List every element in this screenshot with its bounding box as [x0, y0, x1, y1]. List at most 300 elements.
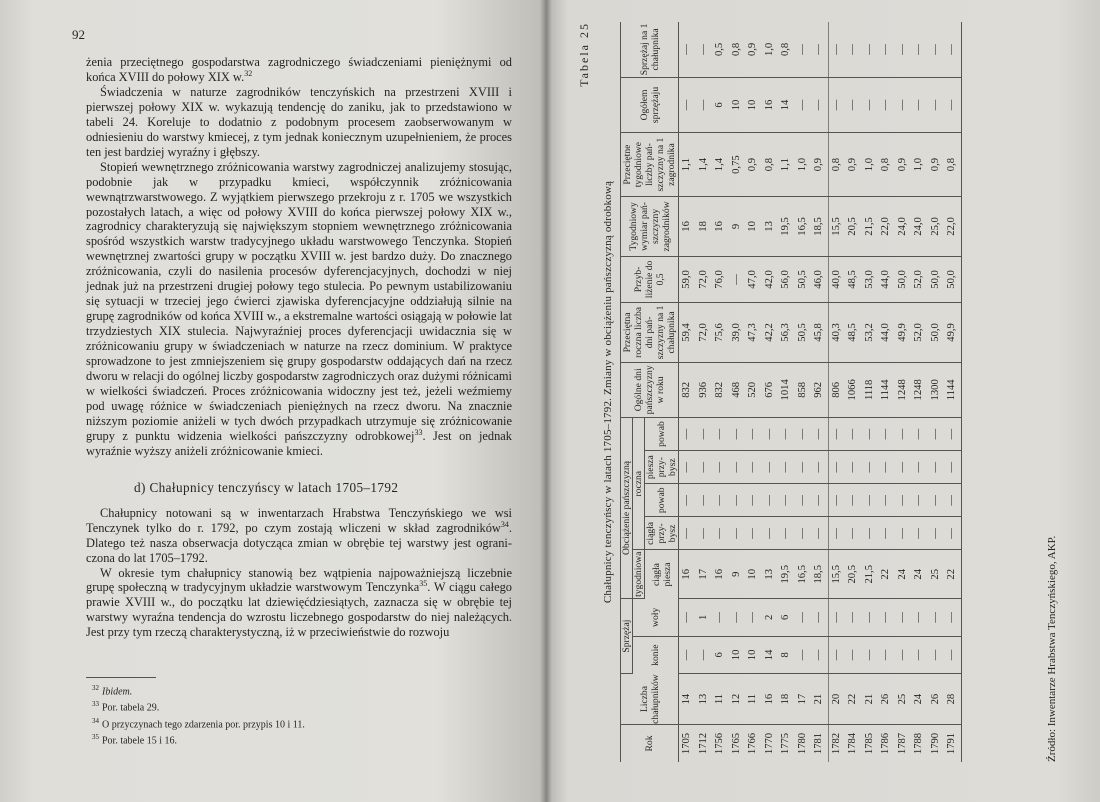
table-cell: 21,5 [862, 197, 879, 257]
table-cell: — [679, 517, 696, 550]
table-cell: 26 [928, 674, 945, 725]
table-cell: — [745, 417, 762, 450]
table-cell: — [895, 636, 912, 674]
table-cell: 48,5 [845, 256, 862, 302]
table-cell: 1780 [796, 732, 808, 755]
table-cell: 676 [762, 362, 779, 417]
footnotes [92, 682, 452, 747]
table-cell: 0,8 [944, 133, 961, 197]
table-cell: — [928, 636, 945, 674]
header-piesza-tygodniowa: piesza [661, 562, 673, 587]
table-cell: 1787 [896, 732, 908, 755]
table-cell: 56,3 [778, 303, 795, 363]
table-cell: 1782 [828, 724, 845, 762]
table-cell: 1,4 [696, 133, 713, 197]
table-cell: — [679, 417, 696, 450]
table-cell: 49,9 [895, 303, 912, 363]
table-cell: — [679, 451, 696, 484]
table-cell: — [911, 417, 928, 450]
table-cell: — [712, 484, 729, 517]
table-cell: — [944, 636, 961, 674]
table-cell: 858 [795, 362, 812, 417]
table-cell: 962 [811, 362, 828, 417]
table-cell: 10 [745, 550, 762, 599]
footnote-text: Ibidem. [102, 686, 133, 698]
table-cell: — [862, 517, 879, 550]
table-cell: — [828, 22, 845, 77]
table-cell: 22,0 [878, 197, 895, 257]
table-cell: — [778, 517, 795, 550]
table-cell: 6 [712, 636, 729, 674]
table-cell: 11 [712, 674, 729, 725]
table-cell: — [696, 77, 713, 132]
table-cell: 9 [729, 197, 746, 257]
table-cell: — [878, 599, 895, 637]
table-cell: 13 [762, 197, 779, 257]
table-cell: — [729, 417, 746, 450]
body-paragraph [86, 85, 512, 160]
footnote-number: 32 [92, 684, 99, 692]
table-cell: — [828, 451, 845, 484]
table-cell: 40,3 [828, 303, 845, 363]
table-cell: — [811, 636, 828, 674]
body-paragraph [86, 160, 512, 459]
book-gutter [540, 0, 552, 802]
table-cell: — [745, 451, 762, 484]
table-cell: 59,4 [679, 303, 696, 363]
footnote-ref: 33 [414, 427, 423, 437]
header-ciagla-roczna: ciągła [645, 521, 656, 545]
table-cell: — [878, 636, 895, 674]
table-cell: 0,9 [895, 133, 912, 197]
header-przybysz: przybysz [656, 523, 678, 544]
table-cell: — [795, 417, 812, 450]
table-cell: 14 [762, 636, 779, 674]
table-cell: 0,9 [845, 133, 862, 197]
table-cell: 72,0 [696, 256, 713, 302]
table-cell: 1066 [845, 362, 862, 417]
table-cell: — [762, 517, 779, 550]
header-sprzezaj: Sprzężaj [621, 599, 633, 674]
table-cell: 10 [745, 636, 762, 674]
table-cell: 19,5 [778, 197, 795, 257]
table-cell: 832 [679, 362, 696, 417]
table-cell: 0,9 [745, 133, 762, 197]
paragraph-text-continued: . Jest on jednak wyraźnie wyższy aniżeli zróżnicowanie kmieci. [86, 428, 512, 458]
table-cell: 56,0 [778, 256, 795, 302]
table-cell: — [928, 417, 945, 450]
table-cell: 0,9 [811, 133, 828, 197]
table-cell: 42,0 [762, 256, 779, 302]
table-cell: — [895, 517, 912, 550]
table-cell: 1784 [847, 732, 858, 755]
table-cell: — [862, 636, 879, 674]
table-cell: 72,0 [696, 303, 713, 363]
table-cell: — [696, 636, 713, 674]
footnote [92, 698, 452, 714]
table-cell: — [778, 451, 795, 484]
footnote-text: Por. tabela 29. [102, 702, 160, 714]
table-cell: — [729, 484, 746, 517]
table-cell: 21 [811, 674, 828, 725]
table-cell: — [811, 22, 828, 77]
header-ogolem-sprzezaju: Ogółem sprzężaju [621, 77, 679, 132]
table-cell: — [878, 417, 895, 450]
table-cell: — [696, 417, 713, 450]
header-tygodniowy-wymiar: Tygodniowy wymiar pańszczyzny zagrodników [621, 197, 679, 257]
table-cell: 936 [696, 362, 713, 417]
table-cell: 832 [712, 362, 729, 417]
section-heading: d) Chałupnicy tenczyńscy w latach 1705–1792 [134, 479, 399, 495]
table-cell: 1791 [944, 724, 961, 762]
table-cell: — [911, 77, 928, 132]
table-cell: — [862, 77, 879, 132]
table-cell: — [679, 77, 696, 132]
table-cell: — [911, 599, 928, 637]
table-cell: 47,3 [745, 303, 762, 363]
table-cell: 46,0 [811, 256, 828, 302]
table-cell: — [778, 484, 795, 517]
table-cell: — [895, 77, 912, 132]
table-cell: 1788 [913, 732, 924, 755]
table-cell: 39,0 [729, 303, 746, 363]
table-cell: 16,5 [795, 197, 812, 257]
table-cell: 1300 [928, 362, 945, 417]
table-cell: — [845, 636, 862, 674]
table-cell: 42,2 [762, 303, 779, 363]
table-cell: 44,0 [878, 256, 895, 302]
table-cell: 806 [828, 362, 845, 417]
table-cell: 9 [729, 550, 746, 599]
paragraph-text: żenia przeciętnego gospodarstwa zagrodniczego świadczeniami pieniężnymi od końca XVIII do połowy XIX w. [86, 55, 512, 84]
table-cell: 16 [762, 674, 779, 725]
table-cell: 16,5 [795, 550, 812, 599]
right-page [546, 0, 1100, 802]
table-cell: 18 [778, 674, 795, 725]
table-cell: — [795, 517, 812, 550]
table-cell: 18,5 [811, 550, 828, 599]
paragraph-text-continued: . Dlatego też nasza obserwacja dotycząca zmian w obrębie tej warstwy jest ograniczona do lat 1705–1792. [86, 520, 512, 565]
table-cell: 50,5 [795, 303, 812, 363]
table-cell: — [862, 22, 879, 77]
table-cell: 24 [911, 674, 928, 725]
header-przyblizenie: Przybliżenie do 0,5 [621, 256, 679, 302]
table-cell: 26 [878, 674, 895, 725]
table-cell: 1712 [697, 732, 709, 755]
table-cell: 19,5 [778, 550, 795, 599]
header-przecietne-tygodniowe: Przeciętne tygodniowe liczby pańszczyzny na 1 zagrodnika [621, 133, 679, 197]
table-cell: — [795, 451, 812, 484]
table-cell: 24,0 [911, 197, 928, 257]
table-cell: 0,5 [712, 22, 729, 77]
table-cell: 50,0 [895, 256, 912, 302]
table-cell: 1770 [763, 732, 775, 755]
table-cell: — [878, 451, 895, 484]
table-cell: — [762, 417, 779, 450]
table-cell: 1,0 [762, 22, 779, 77]
table-cell: 1144 [944, 362, 961, 417]
table-cell: 1,1 [679, 133, 696, 197]
table-cell: 75,6 [712, 303, 729, 363]
footnote-text: Por. tabele 15 i 16. [102, 735, 177, 747]
table-cell: 1765 [730, 732, 742, 755]
footnote-ref: 34 [500, 519, 509, 529]
table-cell: — [795, 636, 812, 674]
table-cell: — [895, 451, 912, 484]
table-cell: 0,8 [878, 133, 895, 197]
table-cell: 1,1 [778, 133, 795, 197]
table-cell: 0,8 [828, 133, 845, 197]
footnote-number: 34 [92, 716, 99, 725]
table-cell: — [944, 517, 961, 550]
table-cell: — [778, 417, 795, 450]
body-paragraph [86, 506, 512, 566]
table-cell: 6 [778, 599, 795, 637]
table-cell: 10 [729, 636, 746, 674]
table-cell: 44,0 [878, 303, 895, 363]
table-cell: 53,2 [862, 303, 879, 363]
table-cell: 17 [795, 674, 812, 725]
table-cell: 16 [762, 77, 779, 132]
table-cell: 10 [729, 77, 746, 132]
header-ciagla-tygodniowa: ciągła [650, 563, 662, 586]
body-paragraph [86, 55, 512, 85]
table-cell: — [712, 599, 729, 637]
table-cell: 1790 [929, 732, 941, 755]
table-cell: 49,9 [944, 303, 961, 363]
table-cell: 52,0 [911, 256, 928, 302]
table-cell: 50,5 [795, 256, 812, 302]
table-source-note: Źródło: Inwentarze Hrabstwa Tenczyńskiego, AKP. [1046, 535, 1058, 762]
table-cell: 1 [696, 599, 713, 637]
table-cell: — [828, 599, 845, 637]
table-cell: 1014 [778, 362, 795, 417]
table-cell: 1248 [911, 362, 928, 417]
table-cell: — [878, 484, 895, 517]
table-cell: 53,0 [862, 256, 879, 302]
table-cell: — [944, 22, 961, 77]
paragraph-text: Stopień wewnętrznego zróżnicowania warstwy zagrodniczej analizujemy stosując, podobnie jak w przypadku kmieci, współczynnik zróżnicowania wewnątrzwarstwowego. Z wyjątkiem pierwszego przekroju z r. 1705 we wszystkich pozostałych latach, a więc od połowy XVIII do końca pierwszej połowy XIX w., zagrodnicy charakteryzują się największym stopniem wewnętrznego zróżnicowania spośród wszystkich warstw tradycyjnego układu warstwowego Tenczynka. Stopień wewnętrznej zwartości grupy w początku XVIII w. jest bardzo duży. Do znacznego zróżnicowania, czyli do nasilenia procesów dyferencjacyjnych, dochodzi w niej jednak już na przestrzeni drugiej połowy tego stulecia. Po pewnym ustabilizowaniu się sytuacji w trzeciej jego ćwierci zjawiska dyferencjacyjne oddziałują silnie na grupę zagrodników od końca XVIII w., a ekstremalne wartości osiągają w połowie lat trzydziestych XIX stulecia. Najwyraźniej proces dyferencjacji uwidacznia się w zróżnicowaniu grupy w świadczeniach w naturze na rzecz dominium. W praktyce sprowadzone to jest zmniejszeniem się grupy gospodarstw oddających dań na rzecz dworu w relacji do ogólnej liczby gospodarstw zagrodniczych oraz dużymi różnicami w wielkości świadczeń. Proces zróżnicowania widoczny jest też, jeżeli weźmiemy pod uwagę różnice w świadczeniach pieniężnych na rzecz dworu. Na znacznie niższym poziomie aniżeli w tych dwóch przypadkach utrzymuje się zróżnicowanie grupy z punktu widzenia wielkości pańszczyzny odrobkowej [86, 159, 512, 443]
table-cell: 1144 [878, 362, 895, 417]
table-cell: 14 [679, 674, 696, 725]
table-cell: 14 [778, 77, 795, 132]
table-cell: — [928, 451, 945, 484]
table-cell: — [679, 484, 696, 517]
table-cell: 13 [762, 550, 779, 599]
table-cell: 48,5 [845, 303, 862, 363]
table-cell: — [795, 22, 812, 77]
table-cell: 1,4 [712, 133, 729, 197]
table-title-text: Chałupnicy tenczyńscy w latach 1705–1792. Zmiany w obciążeniu pańszczyzną odrobkową [602, 180, 614, 604]
header-piesza-roczna: piesza [645, 455, 656, 480]
table-cell: 0,8 [778, 22, 795, 77]
table-cell: 17 [696, 550, 713, 599]
table-cell: 11 [745, 674, 762, 725]
header-przecietna-roczna: Przeciętna roczna liczba dni pańszczyzny na 1 chałupnika [621, 303, 679, 363]
table-cell: 47,0 [745, 256, 762, 302]
table-cell: 13 [696, 674, 713, 725]
header-piesza-powab: powab [645, 417, 679, 450]
table-cell: — [895, 417, 912, 450]
table-cell: — [845, 417, 862, 450]
table-cell: 6 [712, 77, 729, 132]
table-cell: 12 [729, 674, 746, 725]
table-cell: — [795, 77, 812, 132]
table-cell: 16 [712, 550, 729, 599]
table-cell: 24,0 [895, 197, 912, 257]
table-cell: — [944, 417, 961, 450]
table-cell: 45,8 [811, 303, 828, 363]
header-rok: Rok [621, 724, 679, 762]
table-cell: — [828, 484, 845, 517]
table-cell: 1775 [780, 732, 791, 755]
table-cell: — [911, 636, 928, 674]
table-cell: — [745, 484, 762, 517]
table-cell: — [862, 484, 879, 517]
table-cell: 15,5 [828, 550, 845, 599]
header-konie: konie [633, 636, 679, 674]
table-cell: 16 [679, 197, 696, 257]
table-cell: — [795, 484, 812, 517]
table-cell: — [845, 77, 862, 132]
table-cell: 28 [944, 674, 961, 725]
header-sprzezaj-na-1: Sprzężaj na 1 chałupnika [621, 22, 679, 77]
table-cell: — [679, 599, 696, 637]
header-woly: woły [633, 599, 679, 637]
body-paragraph [86, 566, 512, 641]
body-text [86, 55, 512, 640]
table-cell: 0,9 [745, 22, 762, 77]
table-cell: — [944, 451, 961, 484]
table-cell: 76,0 [712, 256, 729, 302]
table-cell: — [928, 77, 945, 132]
table-cell: — [878, 77, 895, 132]
header-ciagla-powab: powab [645, 484, 679, 517]
table-cell: 18,5 [811, 197, 828, 257]
table-cell: — [895, 22, 912, 77]
paragraph-text-continued: . W ciągu całego prawie XVIII w., do początku lat dziewięćdziesiątych, zaznacza się w obrębie tej warstwy wyraźna tendencja do wzrostu liczebnego gospodarstw do niej należących. Jest przy tym rzeczą charakterystyczną, iż w przeciwieństwie do rozwoju [86, 580, 512, 640]
table-cell: — [679, 636, 696, 674]
table-cell: — [944, 77, 961, 132]
table-cell: 468 [729, 362, 746, 417]
table-cell: — [696, 517, 713, 550]
footnote [92, 715, 452, 731]
table-cell: — [811, 484, 828, 517]
table-cell: 0,8 [729, 22, 746, 77]
table-cell: 18 [696, 197, 713, 257]
table-cell: 59,0 [679, 256, 696, 302]
table-cell: — [862, 451, 879, 484]
table-cell: — [928, 22, 945, 77]
table-cell: 10 [745, 197, 762, 257]
table-cell: — [828, 636, 845, 674]
table-cell: 25,0 [928, 197, 945, 257]
table-cell: — [712, 417, 729, 450]
table-cell: — [944, 484, 961, 517]
footnote [92, 731, 452, 747]
table-cell: — [811, 451, 828, 484]
table-cell: 20,5 [845, 550, 862, 599]
table-cell: 0,75 [729, 133, 746, 197]
table-cell: 50,0 [928, 303, 945, 363]
table-cell: 40,0 [828, 256, 845, 302]
table-cell: — [878, 517, 895, 550]
table-cell: — [828, 417, 845, 450]
table-cell: 1781 [813, 732, 824, 755]
table-cell: — [679, 22, 696, 77]
table-cell: — [845, 599, 862, 637]
table-cell: — [911, 484, 928, 517]
footnote-divider [86, 677, 156, 678]
left-page [0, 0, 546, 802]
table-cell: — [845, 451, 862, 484]
table-cell: — [928, 517, 945, 550]
table-cell: 1,0 [795, 133, 812, 197]
header-przybysz-2: przybysz [656, 457, 678, 478]
table-cell: — [762, 451, 779, 484]
table-cell: — [729, 451, 746, 484]
table-cell: 24 [911, 550, 928, 599]
table-cell: 22 [878, 550, 895, 599]
table-cell: — [878, 22, 895, 77]
table-cell: 50,0 [944, 256, 961, 302]
table-cell: 1756 [714, 732, 725, 755]
table-cell: 21,5 [862, 550, 879, 599]
paragraph-text: W okresie tym chałupnicy stanowią bez wątpienia najpoważniejszą liczebnie grupę społeczną w tradycyjnym układzie warstwowym Tenczynka [86, 565, 512, 595]
table-cell: 1766 [747, 732, 758, 755]
table-cell: 24 [895, 550, 912, 599]
table-cell: 20,5 [845, 197, 862, 257]
footnote-ref: 35 [419, 579, 428, 589]
paragraph-text: Chałupnicy notowani są w inwentarzach Hrabstwa Tenczyńskiego we wsi Tenczynek tylko do r. 1792, po czym zostają wliczeni w skład zagrodników [86, 505, 512, 535]
table-cell: 8 [778, 636, 795, 674]
footnote-number: 35 [92, 732, 99, 741]
table-cell: — [696, 22, 713, 77]
table-cell: — [729, 517, 746, 550]
table-cell: 0,8 [762, 133, 779, 197]
table-cell: 1,0 [911, 133, 928, 197]
table-cell: 21 [862, 674, 879, 725]
table-cell: — [828, 77, 845, 132]
table-cell: — [928, 484, 945, 517]
table-number: Tabela 25 [577, 22, 591, 87]
table-cell: — [895, 484, 912, 517]
table-cell: — [928, 599, 945, 637]
table-cell: — [911, 451, 928, 484]
header-roczna: roczna [633, 417, 645, 550]
table-cell: — [845, 517, 862, 550]
header-liczba: Liczba chałupników [621, 674, 679, 725]
table-cell: — [911, 517, 928, 550]
table-cell: — [811, 77, 828, 132]
table-cell: 520 [745, 362, 762, 417]
table-cell: 1786 [880, 732, 891, 755]
table-cell: — [944, 599, 961, 637]
table-cell: — [795, 599, 812, 637]
table-cell: 1248 [895, 362, 912, 417]
table-cell: — [828, 517, 845, 550]
table-cell: — [862, 417, 879, 450]
table-cell: — [911, 22, 928, 77]
table-cell: — [845, 22, 862, 77]
table-cell: 2 [762, 599, 779, 637]
footnote-text: O przyczynach tego zdarzenia por. przypis 10 i 11. [102, 718, 305, 730]
header-obciazenie: Obciążenie pańszczyzną [621, 417, 633, 598]
table-cell: 0,9 [928, 133, 945, 197]
table-cell: — [862, 599, 879, 637]
table-cell: 22 [845, 674, 862, 725]
header-tygodniowa: tygodniowa [633, 551, 644, 597]
